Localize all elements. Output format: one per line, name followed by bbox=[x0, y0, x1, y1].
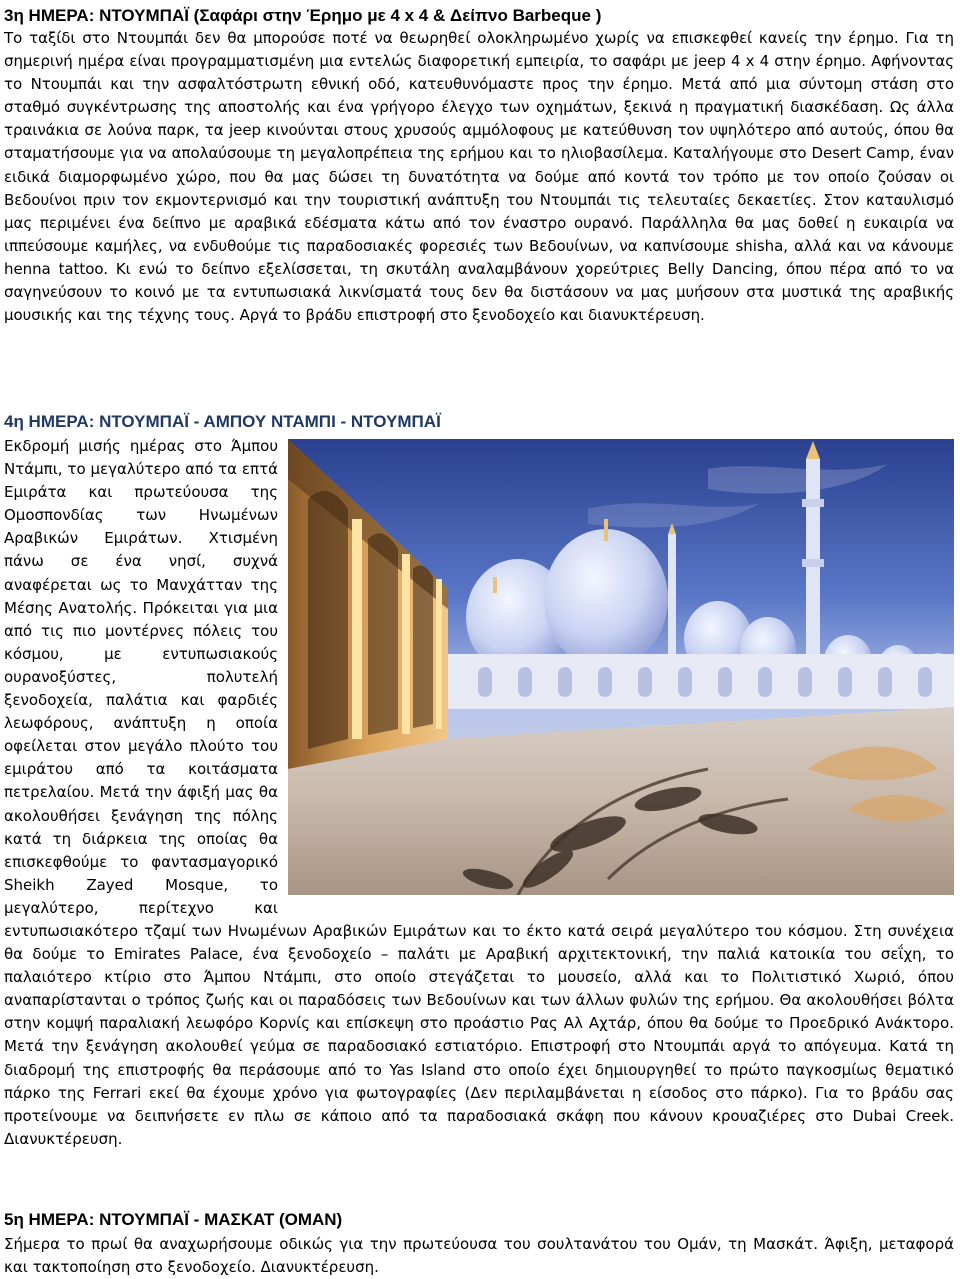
day3-title: 3η ΗΜΕΡΑ: ΝΤΟΥΜΠΑΪ (Σαφάρι στην Έρημο με 4 x 4 & Δείπνο Barbeque ) bbox=[4, 6, 602, 25]
day4-paragraph: Εκδρομή μισής ημέρας στο Άμπου Ντάμπι, το μεγαλύτερο από τα επτά Εμιράτα και πρωτεύουσα της Ομοσπονδίας των Ηνωμένων Αραβικών Εμιράτων. Χτισμένη πάνω σε ένα νησί, συχνά αναφέρεται ως το Μανχάτταν της Μέσης Ανατολής. Πρόκειται για μια από τις πιο μοντέρνες πόλεις του κόσμου, με εντυπωσιακούς ουρανοξύστες, πολυτελή ξενοδοχεία, παλάτια και φαρδιές λεωφόρους, ανάπτυξη η οποία οφείλεται στον μεγάλο πλούτο του εμιράτου από τα κοιτάσματα πετρελαίου. Μετά την άφιξή μας θα ακολουθήσει ξενάγηση της πόλης κατά τη διάρκεια της οποίας θα επισκεφθούμε το φαντασμαγορικό Sheikh Zayed Mosque, το μεγαλύτερο, περίτεχνο και εντυπωσιακότερο τζαμί των Ηνωμένων Αραβικών Εμιράτων και το έκτο κατά σειρά μεγαλύτερο του κόσμου. Στη συνέχεια θα δούμε το Emirates Palace, ένα ξενοδοχείο – παλάτι με Αραβική αρχιτεκτονική, την παλιά κατοικία του σεΐχη, το παλαιότερο κτίριο στο Άμπου Ντάμπι, στο οποίο στεγάζεται το μουσείο, αλλά και το Πολιτιστικό Χωριό, όπου αναπαρίστανται ο τρόπος ζωής και οι παραδόσεις των Βεδουίνων και των άλλων φυλών της ερήμου. Θα ακολουθήσει βόλτα στην κομψή παραλιακή λεωφόρο Κορνίς και επίσκεψη στο προάστιο Ρας Αλ Αχτάρ, όπου θα δούμε το Προεδρικό Ανάκτορο. Μετά την ξενάγηση ακολουθεί γεύμα σε παραδοσιακό εστιατόριο. Επιστροφή στο Ντουμπάι αργά το απόγευμα. Κατά τη διαδρομή της επιστροφής θα περάσουμε από το Yas Island στο οποίο έχει δημιουργηθεί το πρώτο παγκοσμίως θεματικό πάρκο της Ferrari εκεί θα έχουμε χρόνο για φωτογραφίες (Δεν περιλαμβάνεται η είσοδος στο πάρκο). Για το βράδυ σας προτείνουμε να δειπνήσετε εν πλω σε κάποιο από τα παραδοσιακά σκάφη που κάνουν κρουαζιέρες στο Dubai Creek. Διανυκτέρευση. bbox=[4, 437, 954, 1148]
day4-section bbox=[4, 435, 954, 1151]
day3-paragraph: Το ταξίδι στο Ντουμπάι δεν θα μπορούσε ποτέ να θεωρηθεί ολοκληρωμένο χωρίς να επισκεφθεί κανείς την έρημο. Για τη σημερινή ημέρα είναι προγραμματισμένη μια εντελώς διαφορετική εμπειρία, το σαφάρι με jeep 4 x 4 στην έρημο. Αφήνοντας το Ντουμπάι και την ασφαλτόστρωτη εθνική οδό, κατευθυνόμαστε προς την έρημο. Μετά από μια σύντομη στάση στο σταθμό συγκέντρωσης της αποστολής και ένα γρήγορο έλεγχο των οχημάτων, ξεκινά η πραγματική διασκέδαση. Ως άλλα τραινάκια σε λούνα παρκ, τα jeep κινούνται στους χρυσούς αμμόλοφους με κατεύθυνση τον υψηλότερο από αυτούς, όπου θα σταματήσουμε για να απολαύσουμε τη μεγαλοπρέπεια της ερήμου και το ηλιοβασίλεμα. Καταλήγουμε στο Desert Camp, έναν ειδικά διαμορφωμένο χώρο, που θα μας δώσει τη δυνατότητα να δούμε από κοντά τον τρόπο με τον οποίο ζούσαν οι Βεδουίνοι πριν τον εκμοντερνισμό και την τουριστική ανάπτυξη του Ντουμπάι τις τελευταίες δεκαετίες. Στον καταυλισμό μας περιμένει ένα δείπνο με αραβικά εδέσματα κάτω από τον έναστρο ουρανό. Παράλληλα θα μας δοθεί η ευκαιρία να ιππεύσουμε καμήλες, να ενδυθούμε τις παραδοσιακές φορεσιές των Βεδουίνων, να καπνίσουμε shisha, αλλά και να κάνουμε henna tattoo. Κι ενώ το δείπνο εξελίσσεται, τη σκυτάλη αναλαμβάνουν χορεύτριες Belly Dancing, όπου πέρα από το να σαγηνεύσουν το κοινό με τα εντυπωσιακά λικνίσματά τους δεν θα διστάσουν να μας μυήσουν στα μυστικά της αραβικής μουσικής και της τέχνης τους. Αργά το βράδυ επιστροφή στο ξενοδοχείο και διανυκτέρευση. bbox=[4, 29, 954, 325]
day5-title: 5η ΗΜΕΡΑ: ΝΤΟΥΜΠΑΪ - ΜΑΣΚΑΤ (ΟΜΑΝ) bbox=[4, 1210, 343, 1229]
sheikh-zayed-mosque-image bbox=[288, 439, 954, 895]
day5-paragraph: Σήμερα το πρωί θα αναχωρήσουμε οδικώς για την πρωτεύουσα του σουλτανάτου του Ομάν, τη Μασκάτ. Άφιξη, μεταφορά και τακτοποίηση στο ξενοδοχείο. Διανυκτέρευση. bbox=[4, 1235, 954, 1277]
mosque-photo bbox=[288, 439, 954, 895]
day4-title: 4η ΗΜΕΡΑ: ΝΤΟΥΜΠΑΪ - ΑΜΠΟΥ ΝΤΑΜΠΙ - ΝΤΟΥΜΠΑΪ bbox=[4, 412, 441, 431]
